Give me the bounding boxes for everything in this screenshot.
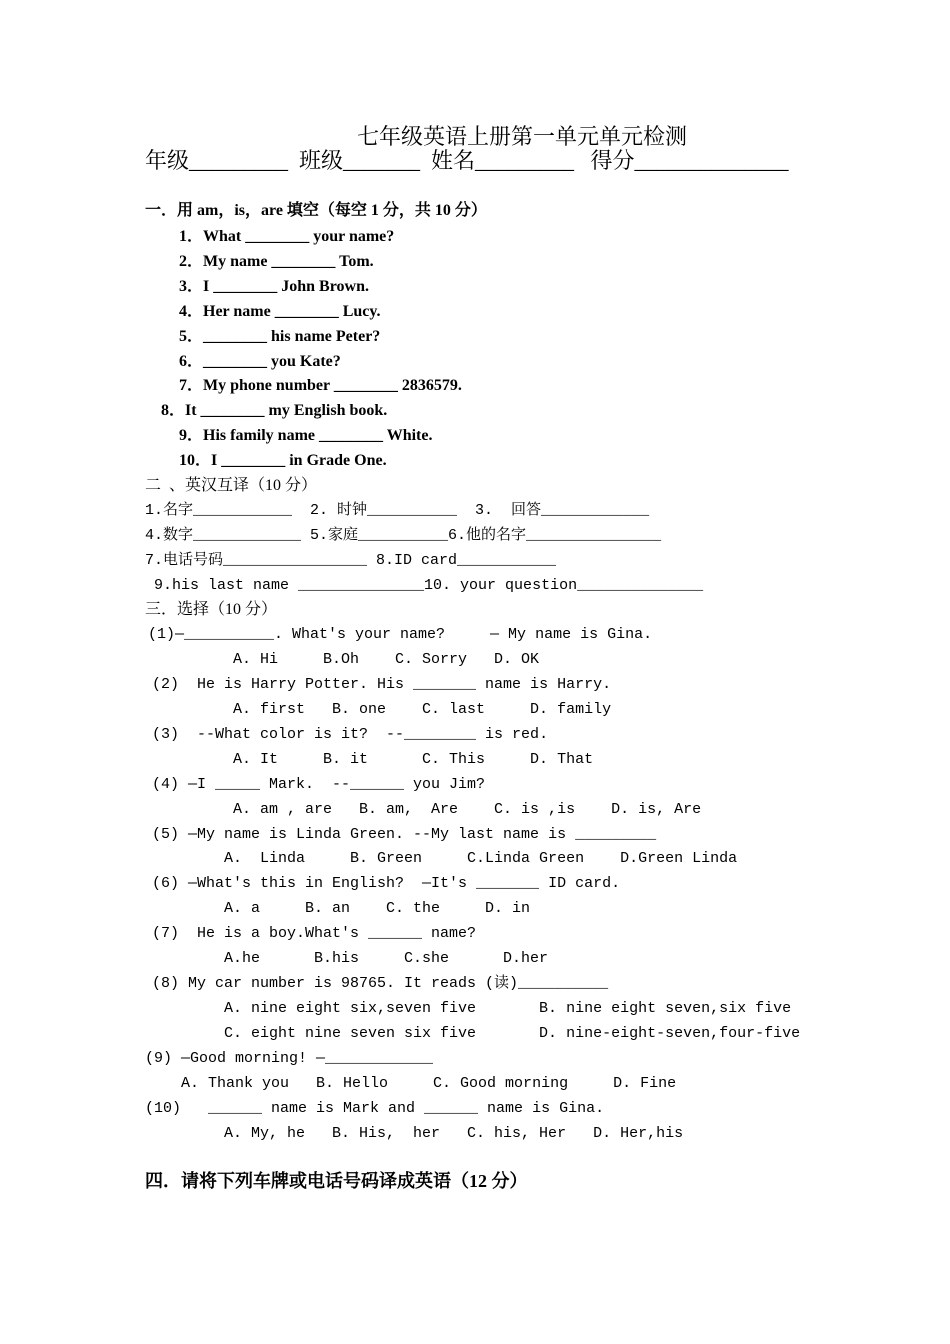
section2-line: 4.数字____________ 5.家庭__________6.他的名字_______________: [145, 527, 662, 544]
section1-item: 5．________ his name Peter?: [179, 328, 381, 345]
section1-item: 3．I ________ John Brown.: [179, 278, 369, 295]
section3-line: A. am , are B. am, Are C. is ,is D. is, Are: [170, 801, 702, 818]
section2-line: 9.his last name ______________10. your question______________: [145, 577, 704, 594]
section3-line: C. eight nine seven six five D. nine-eight-seven,four-five: [170, 1025, 801, 1042]
section3-line: (7) He is a boy.What's ______ name?: [152, 925, 477, 942]
section1-item: 4．Her name ________ Lucy.: [179, 303, 381, 320]
section3-line: (6) —What's this in English? —It's _______ ID card.: [152, 875, 621, 892]
section3-line: A. first B. one C. last D. family: [170, 701, 612, 718]
section2-line: 1.名字___________ 2. 时钟__________ 3. 回答____________: [145, 502, 650, 519]
section1-item: 1．What ________ your name?: [179, 228, 395, 245]
section3-line: A. a B. an C. the D. in: [170, 900, 531, 917]
section1-item: 9．His family name ________ White.: [179, 427, 433, 444]
section1-item: 7．My phone number ________ 2836579.: [179, 377, 462, 394]
section1-item: 8．It ________ my English book.: [161, 402, 388, 419]
section1-item: 2．My name ________ Tom.: [179, 253, 374, 270]
section3-line: A. Thank you B. Hello C. Good morning D. Fine: [145, 1075, 677, 1092]
section1-item: 6．________ you Kate?: [179, 353, 341, 370]
section1-heading: 一．用 am，is，are 填空（每空 1 分，共 10 分）: [145, 202, 487, 219]
section2-line: 7.电话号码________________ 8.ID card___________: [145, 552, 557, 569]
section2-heading: 二 、英汉互译（10 分）: [145, 477, 318, 494]
section3-line: A. Hi B.Oh C. Sorry D. OK: [170, 651, 540, 668]
section4-heading: 四．请将下列车牌或电话号码译成英语（12 分）: [145, 1171, 528, 1191]
page-title: 七年级英语上册第一单元单元检测: [357, 124, 688, 149]
section1-item: 10．I ________ in Grade One.: [179, 452, 387, 469]
section3-line: A. My, he B. His, her C. his, Her D. Her,his: [170, 1125, 684, 1142]
section3-line: (4) —I _____ Mark. --______ you Jim?: [152, 776, 486, 793]
section3-line: (2) He is Harry Potter. His _______ name is Harry.: [152, 676, 612, 693]
section3-line: (1)—__________. What's your name? — My name is Gina.: [148, 626, 653, 643]
section3-line: (9) —Good morning! —____________: [145, 1050, 434, 1067]
section3-line: (8) My car number is 98765. It reads (读)__________: [152, 975, 609, 992]
section3-line: A. It B. it C. This D. That: [170, 751, 594, 768]
section3-line: A.he B.his C.she D.her: [170, 950, 549, 967]
section3-line: (10) ______ name is Mark and ______ name is Gina.: [145, 1100, 605, 1117]
section3-line: (3) --What color is it? --________ is red.: [152, 726, 549, 743]
student-info-line: 年级_________ 班级_______ 姓名_________ 得分______________: [145, 148, 789, 173]
section3-line: (5) —My name is Linda Green. --My last name is _________: [152, 826, 657, 843]
section3-heading: 三．选择（10 分）: [145, 601, 278, 618]
section3-line: A. nine eight six,seven five B. nine eight seven,six five: [170, 1000, 792, 1017]
section3-line: A. Linda B. Green C.Linda Green D.Green Linda: [170, 850, 738, 867]
